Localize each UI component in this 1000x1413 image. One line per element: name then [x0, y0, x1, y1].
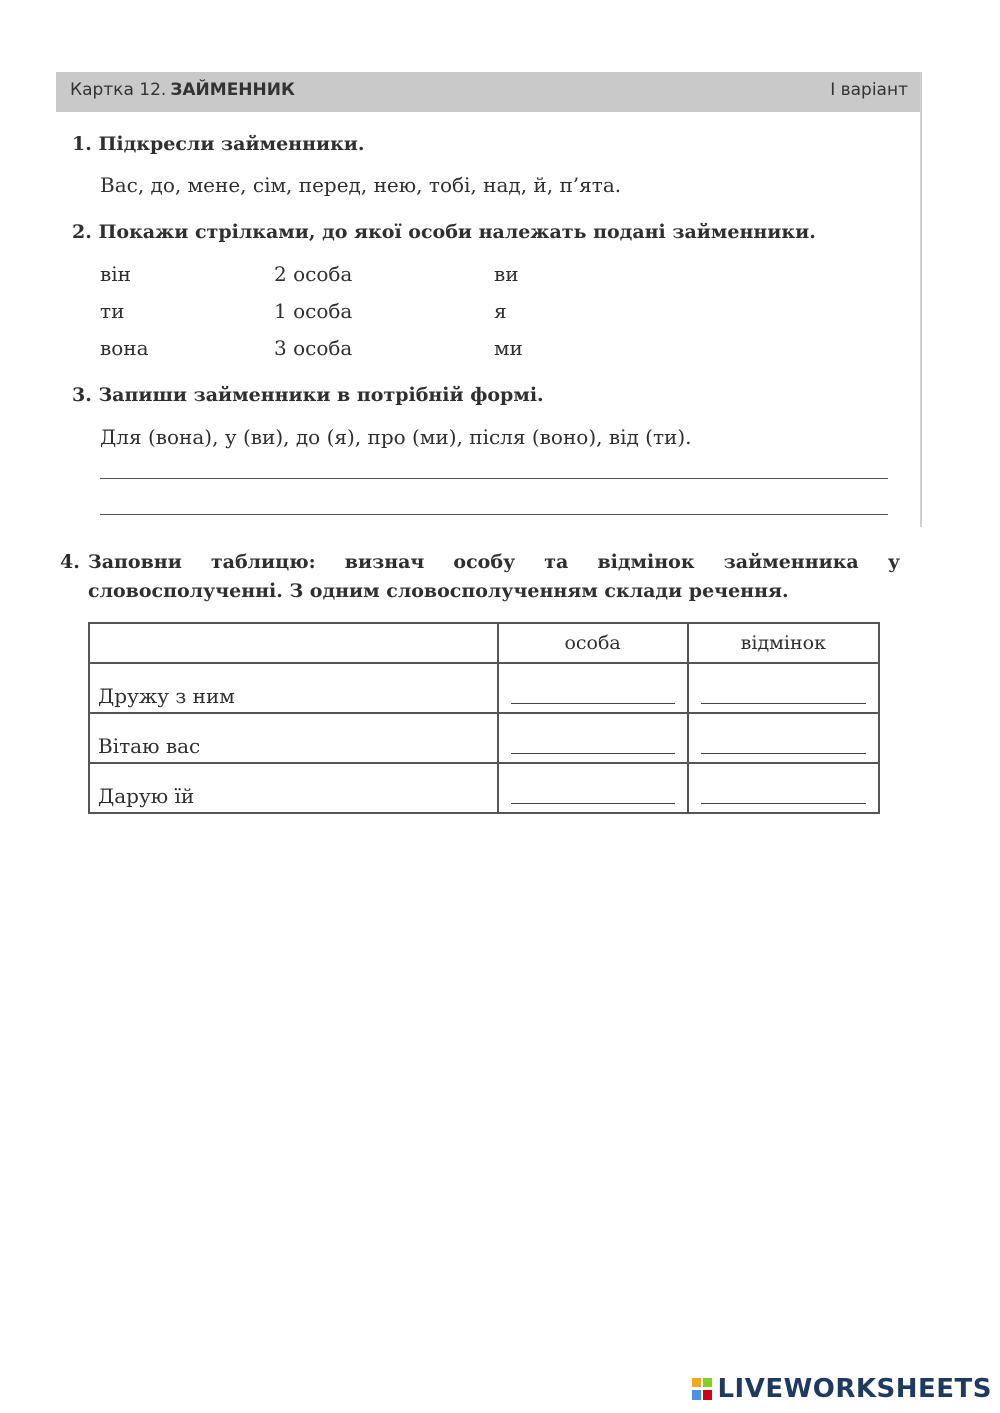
case-answer-cell[interactable]	[688, 763, 879, 813]
task1-text: Вас, до, мене, сім, перед, нею, тобі, над, й, п’ята.	[100, 173, 622, 197]
person-answer-blank[interactable]	[511, 752, 675, 754]
card-topic: ЗАЙМЕННИК	[170, 80, 295, 100]
phrase-cell: Вітаю вас	[89, 713, 498, 763]
table-header-blank	[89, 623, 498, 663]
card-header	[56, 72, 920, 112]
liveworksheets-logo-icon	[691, 1376, 713, 1402]
card-label: Картка 12.	[70, 80, 167, 100]
table-header-case: відмінок	[688, 623, 879, 663]
case-answer-blank[interactable]	[701, 702, 866, 704]
answer-line-1[interactable]	[100, 478, 888, 479]
person-answer-cell[interactable]	[498, 663, 688, 713]
table-row	[89, 763, 879, 813]
phrase-cell: Дарую їй	[89, 763, 498, 813]
person-answer-blank[interactable]	[511, 802, 675, 804]
pronoun-left-1[interactable]: він	[100, 262, 131, 286]
person-3[interactable]: 3 особа	[274, 336, 353, 360]
liveworksheets-brand: LIVEWORKSHEETS	[717, 1374, 992, 1404]
pronoun-right-1[interactable]: ви	[494, 262, 519, 286]
table-header-row	[89, 623, 879, 663]
table-row	[89, 713, 879, 763]
person-answer-blank[interactable]	[511, 702, 675, 704]
card-title	[70, 80, 295, 100]
task4-instruction-line1: Заповни таблицю: визнач особу та відмінок займенника у	[88, 551, 900, 573]
pronoun-left-3[interactable]: вона	[100, 336, 149, 360]
pronoun-table	[88, 622, 880, 814]
answer-line-2[interactable]	[100, 514, 888, 515]
pronoun-right-2[interactable]: я	[494, 299, 507, 323]
pronoun-right-3[interactable]: ми	[494, 336, 523, 360]
task4-instruction-line2: словосполученні. З одним словосполученням склади речення.	[88, 580, 789, 602]
phrase-cell: Дружу з ним	[89, 663, 498, 713]
task4-number: 4.	[60, 551, 80, 573]
person-answer-cell[interactable]	[498, 713, 688, 763]
table-row	[89, 663, 879, 713]
case-answer-blank[interactable]	[701, 752, 866, 754]
case-answer-cell[interactable]	[688, 663, 879, 713]
table-header-person: особа	[498, 623, 688, 663]
case-answer-cell[interactable]	[688, 713, 879, 763]
task3-text: Для (вона), у (ви), до (я), про (ми), після (воно), від (ти).	[100, 425, 692, 449]
task1-title: 1. Підкресли займенники.	[72, 133, 365, 155]
person-1[interactable]: 2 особа	[274, 262, 353, 286]
liveworksheets-logo	[691, 1373, 992, 1405]
pronoun-left-2[interactable]: ти	[100, 299, 125, 323]
case-answer-blank[interactable]	[701, 802, 866, 804]
task2-title: 2. Покажи стрілками, до якої особи належать подані займенники.	[72, 221, 816, 243]
person-2[interactable]: 1 особа	[274, 299, 353, 323]
person-answer-cell[interactable]	[498, 763, 688, 813]
variant-label: І варіант	[830, 80, 908, 100]
task3-title: 3. Запиши займенники в потрібній формі.	[72, 384, 544, 406]
